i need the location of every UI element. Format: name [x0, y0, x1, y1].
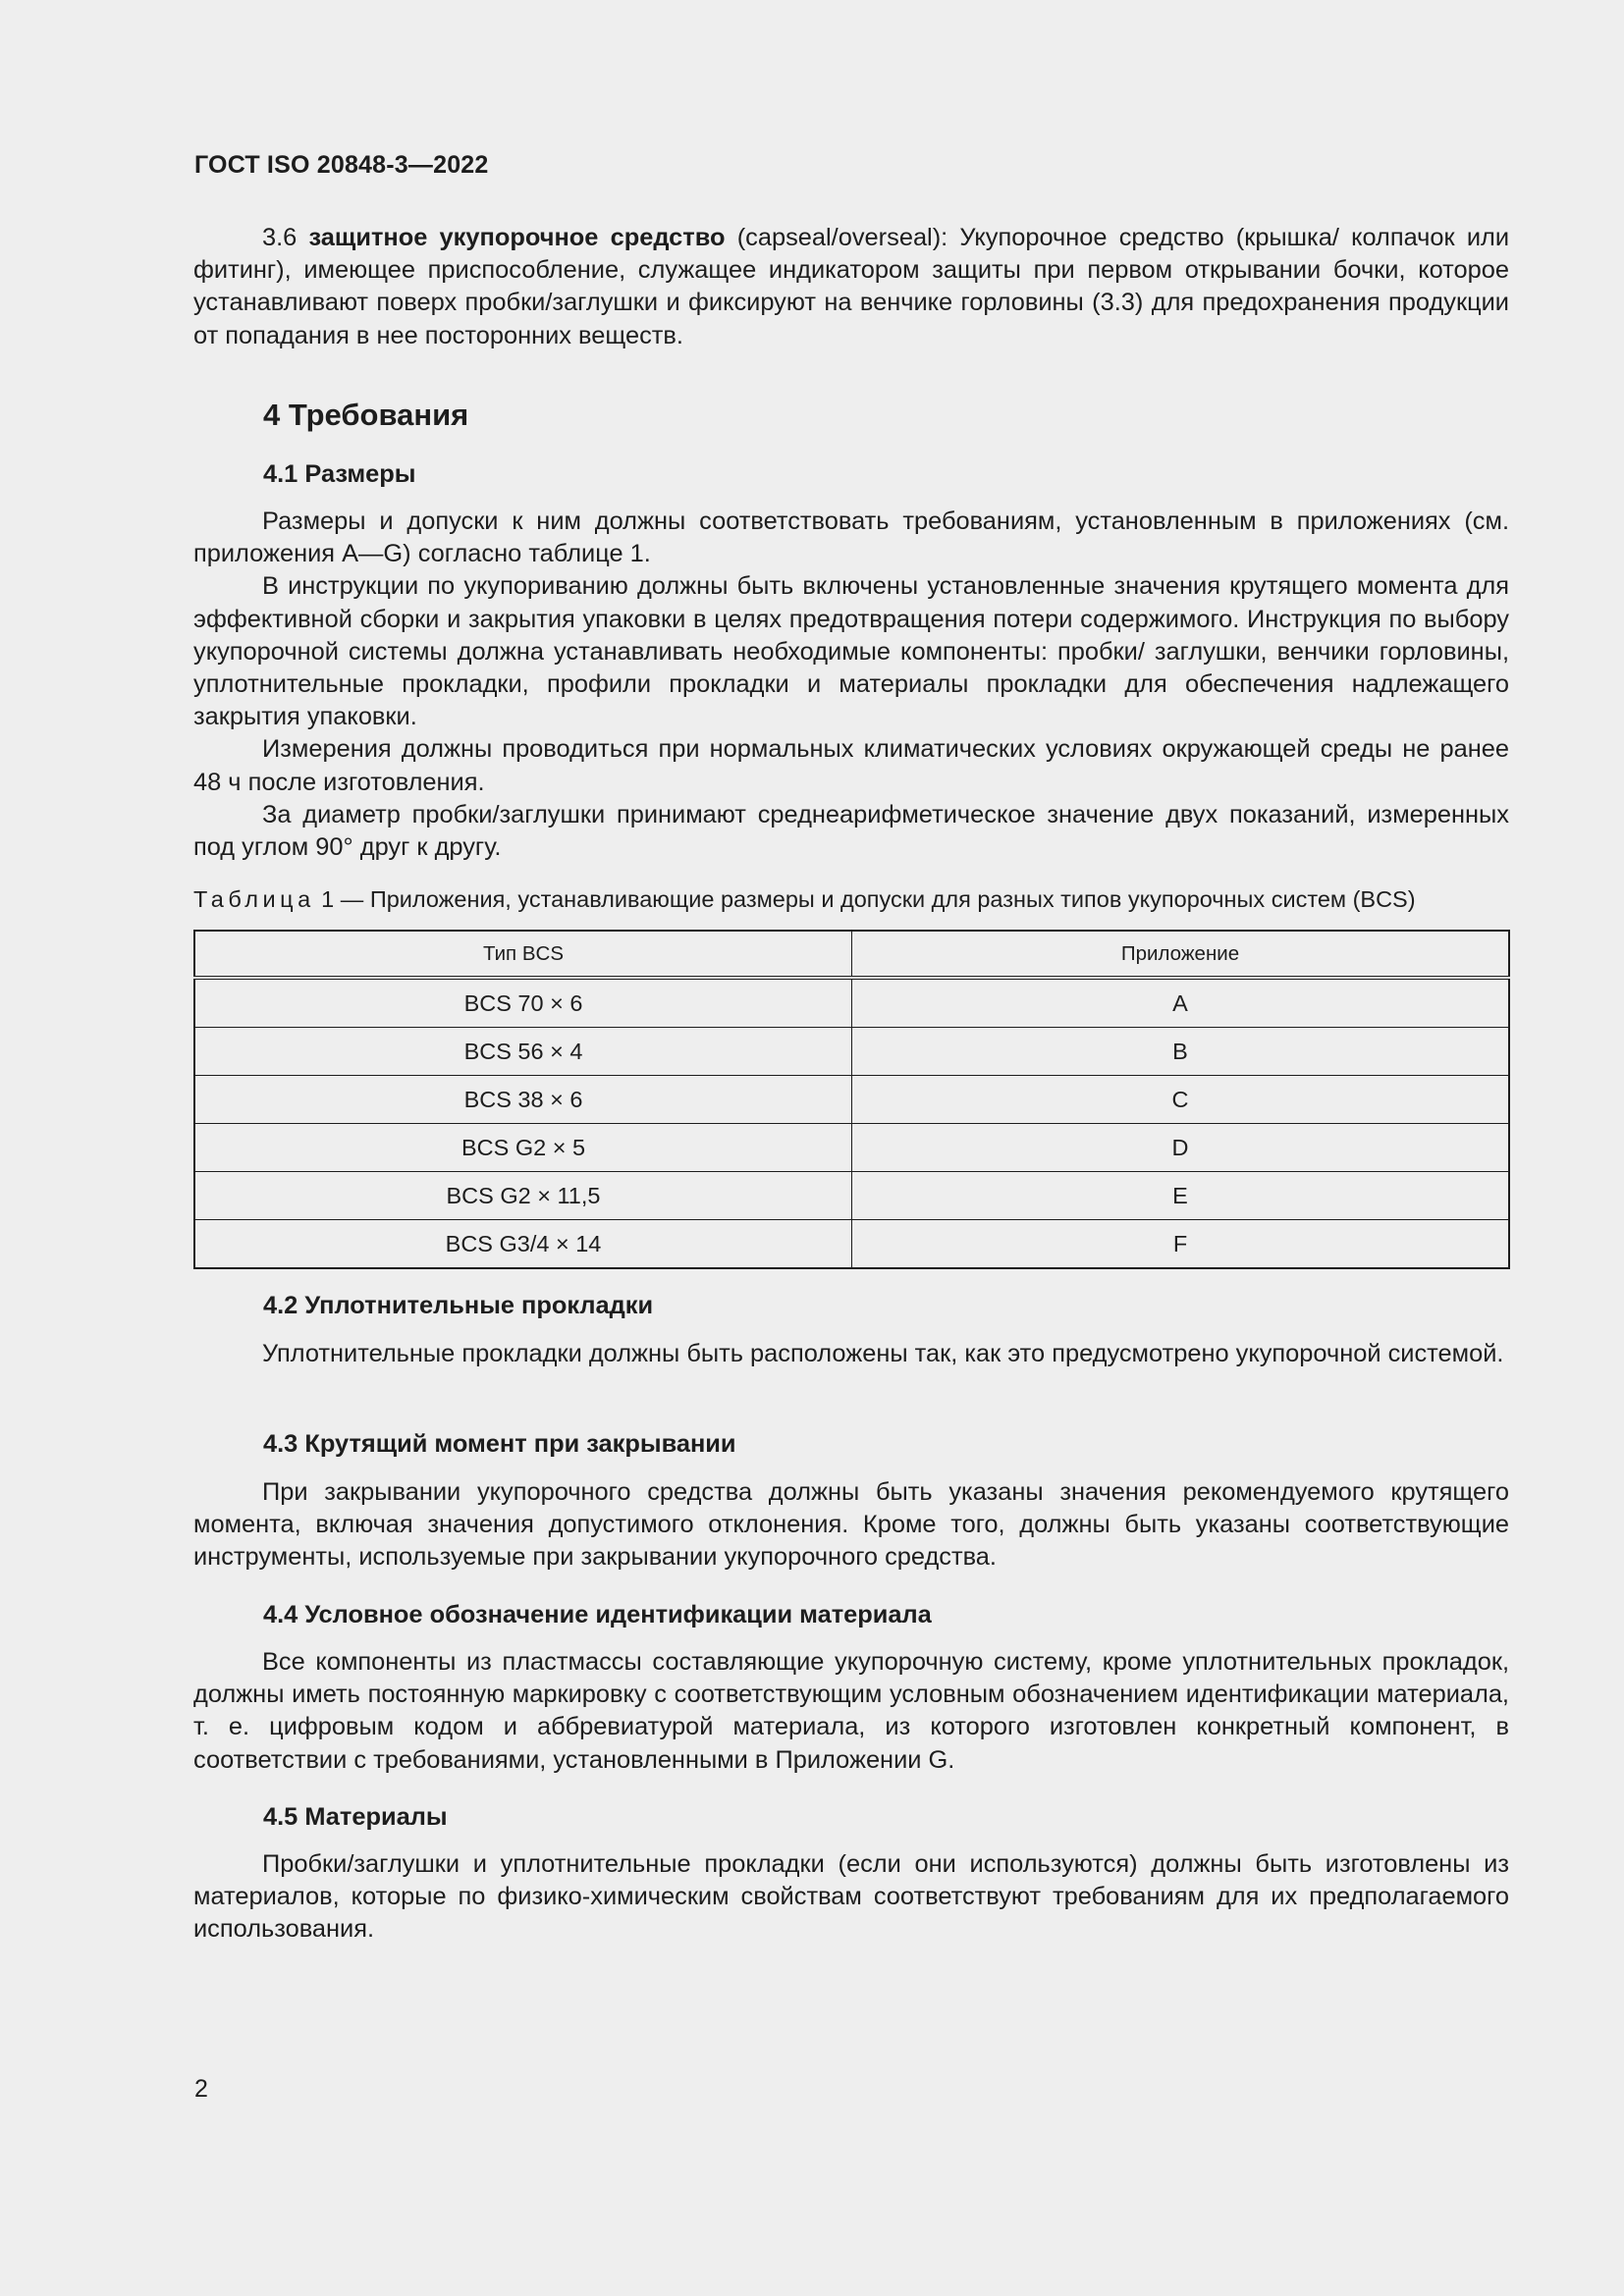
- section-4-2-heading: 4.2 Уплотнительные прокладки: [263, 1292, 654, 1319]
- table-caption: [193, 886, 1509, 913]
- column-header: Тип BCS: [194, 931, 852, 978]
- page-number: 2: [194, 2075, 208, 2103]
- term: защитное укупорочное средство: [308, 224, 726, 251]
- table-cell: BCS 70 × 6: [194, 978, 852, 1028]
- table-1: [193, 930, 1510, 1269]
- table-cell: BCS G2 × 5: [194, 1124, 852, 1172]
- clause-3-6-paragraph: [193, 222, 1509, 352]
- paragraph: В инструкции по укупориванию должны быть включены установленные значения крутящего момента для эффективной сборки и закрытия упаковки в целях предотвращения потери содержимого. Инструкция по выбору укупорочной системы должна устанавливать необходимые компоненты: пробки/ заглушки, венчики горловины, уплотнительные прокладки, профили прокладки и материалы прокладки для обеспечения надлежащего закрытия упаковки.: [193, 572, 1509, 731]
- table-cell: D: [852, 1124, 1510, 1172]
- section-4-2-body: [193, 1338, 1509, 1370]
- clause-number: 3.6: [262, 224, 298, 251]
- paragraph: При закрывании укупорочного средства должны быть указаны значения рекомендуемого крутящего момента, включая значения допустимого отклонения. Кроме того, должны быть указаны соответствующие инструменты, используемые при закрывании укупорочного средства.: [193, 1478, 1509, 1572]
- paragraph: Пробки/заглушки и уплотнительные прокладки (если они используются) должны быть изготовлены из материалов, которые по физико-химическим свойствам соответствуют требованиям для их предполагаемого использования.: [193, 1850, 1509, 1944]
- table-row: [194, 978, 1509, 1028]
- paragraph: За диаметр пробки/заглушки принимают среднеарифметическое значение двух показаний, измеренных под углом 90° друг к другу.: [193, 800, 1509, 862]
- section-4-4-body: [193, 1646, 1509, 1777]
- table-caption-text: 1 — Приложения, устанавливающие размеры и допуски для разных типов укупорочных систем (BCS): [314, 886, 1416, 912]
- paragraph: Размеры и допуски к ним должны соответствовать требованиям, установленным в приложениях (см. приложения A—G) согласно таблице 1.: [193, 507, 1509, 568]
- section-4-4-heading: 4.4 Условное обозначение идентификации материала: [263, 1601, 932, 1629]
- table-cell: BCS 56 × 4: [194, 1028, 852, 1076]
- table-header-row: [194, 931, 1509, 978]
- section-4-3-heading: 4.3 Крутящий момент при закрывании: [263, 1430, 736, 1458]
- table-label: Таблица: [193, 886, 315, 912]
- table-cell: C: [852, 1076, 1510, 1124]
- table-cell: F: [852, 1220, 1510, 1269]
- table-cell: E: [852, 1172, 1510, 1220]
- table-cell: B: [852, 1028, 1510, 1076]
- table-row: [194, 1076, 1509, 1124]
- section-4-5-body: [193, 1848, 1509, 1947]
- column-header: Приложение: [852, 931, 1510, 978]
- document-header: ГОСТ ISO 20848-3—2022: [194, 151, 489, 179]
- section-4-5-heading: 4.5 Материалы: [263, 1803, 448, 1831]
- table-cell: BCS 38 × 6: [194, 1076, 852, 1124]
- table-row: [194, 1124, 1509, 1172]
- section-4-3-body: [193, 1476, 1509, 1575]
- section-4-1-heading: 4.1 Размеры: [263, 460, 416, 488]
- table-row: [194, 1028, 1509, 1076]
- section-4-1-body: [193, 506, 1509, 864]
- section-4-heading: 4 Требования: [263, 398, 469, 432]
- table-cell: BCS G3/4 × 14: [194, 1220, 852, 1269]
- table-cell: BCS G2 × 11,5: [194, 1172, 852, 1220]
- table-row: [194, 1220, 1509, 1269]
- clause-3-6: [193, 222, 1509, 352]
- definition-text: (capseal/overseal): Укупорочное средство (крышка/ колпачок или фитинг), имеющее приспособление, служащее индикатором защиты при первом открывании бочки, которое устанавливают поверх пробки/заглушки и фиксируют на венчике горловины (3.3) для предохранения продукции от попадания в нее посторонних веществ.: [193, 224, 1510, 349]
- paragraph: Измерения должны проводиться при нормальных климатических условиях окружающей среды не ранее 48 ч после изготовления.: [193, 735, 1509, 796]
- table-cell: A: [852, 978, 1510, 1028]
- table-row: [194, 1172, 1509, 1220]
- paragraph: Уплотнительные прокладки должны быть расположены так, как это предусмотрено укупорочной системой.: [262, 1340, 1504, 1367]
- paragraph: Все компоненты из пластмассы составляющие укупорочную систему, кроме уплотнительных прокладок, должны иметь постоянную маркировку с соответствующим условным обозначением идентификации материала, т. е. цифровым кодом и аббревиатурой материала, из которого изготовлен конкретный компонент, в соответствии с требованиями, установленными в Приложении G.: [193, 1648, 1509, 1774]
